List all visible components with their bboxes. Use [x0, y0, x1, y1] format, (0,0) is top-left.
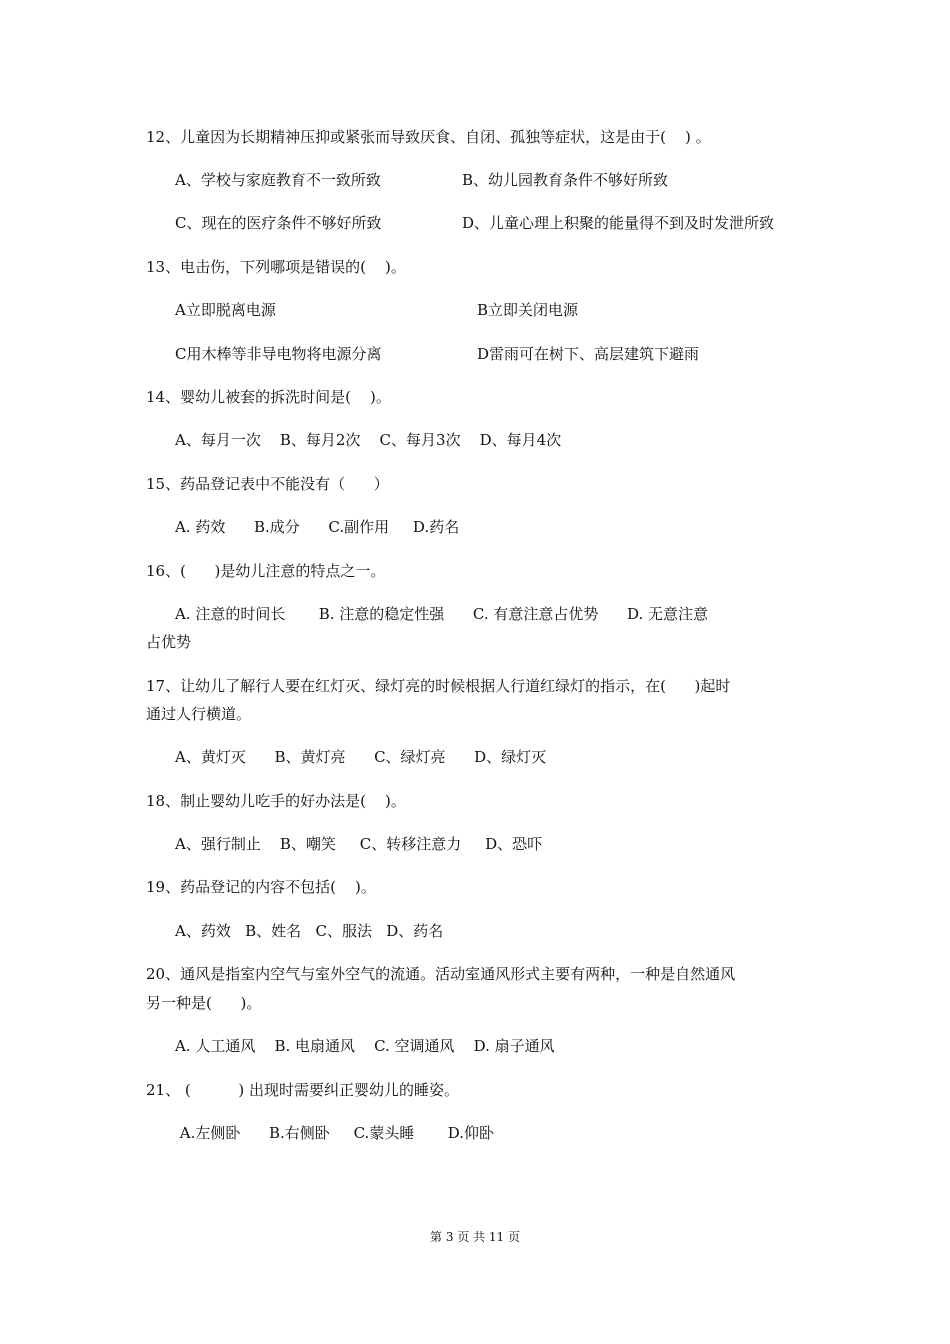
question-12-option-c: C、现在的医疗条件不够好所致 [175, 214, 382, 232]
question-17-options: A、黄灯灭 B、黄灯亮 C、绿灯亮 D、绿灯灭 [175, 748, 547, 766]
question-20-options: A. 人工通风 B. 电扇通风 C. 空调通风 D. 扇子通风 [175, 1037, 555, 1055]
question-12-stem: 12、儿童因为长期精神压抑或紧张而导致厌食、自闭、孤独等症状，这是由于( ) 。 [146, 128, 711, 146]
question-20-stem: 20、通风是指室内空气与室外空气的流通。活动室通风形式主要有两种，一种是自然通风 [146, 965, 736, 983]
question-18-options: A、强行制止 B、嘲笑 C、转移注意力 D、恐吓 [175, 835, 543, 853]
question-13-stem: 13、电击伤，下列哪项是错误的( )。 [146, 258, 406, 276]
question-16-options-continued: 占优势 [146, 633, 192, 651]
question-15-options: A. 药效 B.成分 C.副作用 D.药名 [175, 518, 460, 536]
question-14-stem: 14、婴幼儿被套的拆洗时间是( )。 [146, 388, 391, 406]
page-number-footer: 第 3 页 共 11 页 [430, 1230, 520, 1244]
question-12-option-b: B、幼儿园教育条件不够好所致 [462, 171, 669, 189]
question-12-option-a: A、学校与家庭教育不一致所致 [175, 171, 381, 189]
question-13-option-b: B立即关闭电源 [477, 301, 579, 319]
question-13-option-c: C用木棒等非导电物将电源分离 [175, 345, 382, 363]
question-20-stem-continued: 另一种是( )。 [146, 994, 262, 1012]
question-16-options: A. 注意的时间长 B. 注意的稳定性强 C. 有意注意占优势 D. 无意注意 [175, 605, 709, 623]
question-17-stem-continued: 通过人行横道。 [146, 705, 252, 723]
question-15-stem: 15、药品登记表中不能没有（ ） [146, 475, 389, 493]
question-13-option-a: A立即脱离电源 [175, 301, 276, 319]
question-13-option-d: D雷雨可在树下、高层建筑下避雨 [477, 345, 700, 363]
question-14-options: A、每月一次 B、每月2次 C、每月3次 D、每月4次 [175, 431, 562, 449]
question-18-stem: 18、制止婴幼儿吃手的好办法是( )。 [146, 792, 406, 810]
question-19-options: A、药效 B、姓名 C、服法 D、药名 [175, 922, 444, 940]
question-16-stem: 16、( )是幼儿注意的特点之一。 [146, 562, 386, 580]
question-17-stem: 17、让幼儿了解行人要在红灯灭、绿灯亮的时候根据人行道红绿灯的指示，在( )起时 [146, 677, 731, 695]
question-12-option-d: D、儿童心理上积聚的能量得不到及时发泄所致 [462, 214, 775, 232]
question-21-stem: 21、 ( ) 出现时需要纠正婴幼儿的睡姿。 [146, 1081, 460, 1099]
question-19-stem: 19、药品登记的内容不包括( )。 [146, 878, 376, 896]
question-21-options: A.左侧卧 B.右侧卧 C.蒙头睡 D.仰卧 [175, 1124, 494, 1142]
